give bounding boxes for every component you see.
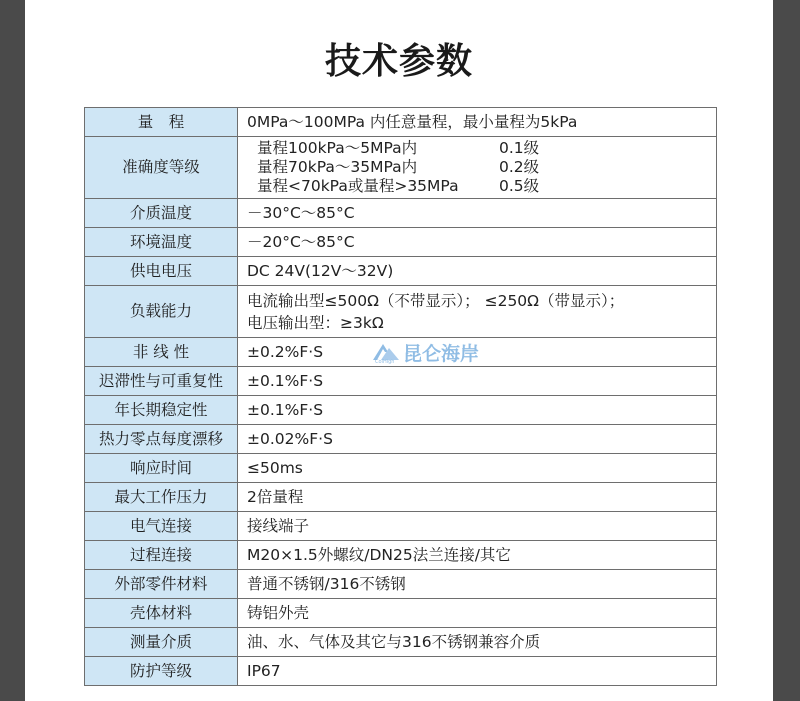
accuracy-line xyxy=(247,158,716,177)
row-label: 环境温度 xyxy=(85,228,238,257)
spec-table xyxy=(84,107,717,686)
row-label: 响应时间 xyxy=(85,454,238,483)
watermark-text: 昆仑海岸 xyxy=(403,342,480,365)
row-value: 铸铝外壳 xyxy=(238,599,717,628)
table-row xyxy=(85,286,717,338)
table-row xyxy=(85,599,717,628)
row-label: 外部零件材料 xyxy=(85,570,238,599)
table-row xyxy=(85,570,717,599)
row-value: 0MPa～100MPa 内任意量程，最小量程为5kPa xyxy=(238,108,717,137)
row-value: 普通不锈钢/316不锈钢 xyxy=(238,570,717,599)
row-label: 电气连接 xyxy=(85,512,238,541)
row-label: 准确度等级 xyxy=(85,137,238,199)
spec-panel xyxy=(25,0,773,701)
table-row xyxy=(85,199,717,228)
table-row xyxy=(85,367,717,396)
row-value: 接线端子 xyxy=(238,512,717,541)
row-label: 负载能力 xyxy=(85,286,238,338)
accuracy-grade: 0.2级 xyxy=(499,158,540,176)
accuracy-line xyxy=(247,139,716,158)
row-value: －30°C～85°C xyxy=(238,199,717,228)
accuracy-line xyxy=(247,177,716,196)
table-row xyxy=(85,108,717,137)
row-value: IP67 xyxy=(238,657,717,686)
row-value: ±0.1%F·S xyxy=(238,396,717,425)
accuracy-range: 量程100kPa～5MPa内 xyxy=(257,139,418,157)
row-label: 最大工作压力 xyxy=(85,483,238,512)
accuracy-grade: 0.5级 xyxy=(499,177,540,195)
load-values xyxy=(238,286,717,338)
table-row xyxy=(85,396,717,425)
row-label: 壳体材料 xyxy=(85,599,238,628)
table-row xyxy=(85,228,717,257)
table-row xyxy=(85,483,717,512)
page-title: 技术参数 xyxy=(324,41,473,82)
load-line: 电压输出型：≥3kΩ xyxy=(247,313,384,332)
row-value: ±0.02%F·S xyxy=(238,425,717,454)
accuracy-values xyxy=(238,137,717,199)
row-value: ±0.1%F·S xyxy=(238,367,717,396)
table-row xyxy=(85,512,717,541)
table-row xyxy=(85,541,717,570)
row-label: 供电电压 xyxy=(85,257,238,286)
row-value: 2倍量程 xyxy=(238,483,717,512)
table-row xyxy=(85,454,717,483)
row-value: M20×1.5外螺纹/DN25法兰连接/其它 xyxy=(238,541,717,570)
watermark-subtext: ColHigh xyxy=(375,359,395,365)
accuracy-range: 量程<70kPa或量程>35MPa xyxy=(257,177,459,195)
row-value: 油、水、气体及其它与316不锈钢兼容介质 xyxy=(238,628,717,657)
table-row xyxy=(85,425,717,454)
table-row xyxy=(85,657,717,686)
table-row xyxy=(85,628,717,657)
row-label: 测量介质 xyxy=(85,628,238,657)
table-row xyxy=(85,257,717,286)
row-value: DC 24V(12V～32V) xyxy=(238,257,717,286)
row-label: 介质温度 xyxy=(85,199,238,228)
table-row xyxy=(85,137,717,199)
row-label: 非 线 性 xyxy=(85,338,238,367)
row-value: －20°C～85°C xyxy=(238,228,717,257)
row-value: ±0.2%F·S xyxy=(238,338,717,367)
row-label: 量 程 xyxy=(85,108,238,137)
row-label: 防护等级 xyxy=(85,657,238,686)
row-label: 过程连接 xyxy=(85,541,238,570)
accuracy-grade: 0.1级 xyxy=(499,139,540,157)
watermark xyxy=(371,339,479,365)
accuracy-range: 量程70kPa～35MPa内 xyxy=(257,158,418,176)
row-label: 年长期稳定性 xyxy=(85,396,238,425)
row-label: 迟滞性与可重复性 xyxy=(85,367,238,396)
load-line: 电流输出型≤500Ω（不带显示）； ≤250Ω（带显示）； xyxy=(247,291,625,310)
row-label: 热力零点每度漂移 xyxy=(85,425,238,454)
row-value: ≤50ms xyxy=(238,454,717,483)
